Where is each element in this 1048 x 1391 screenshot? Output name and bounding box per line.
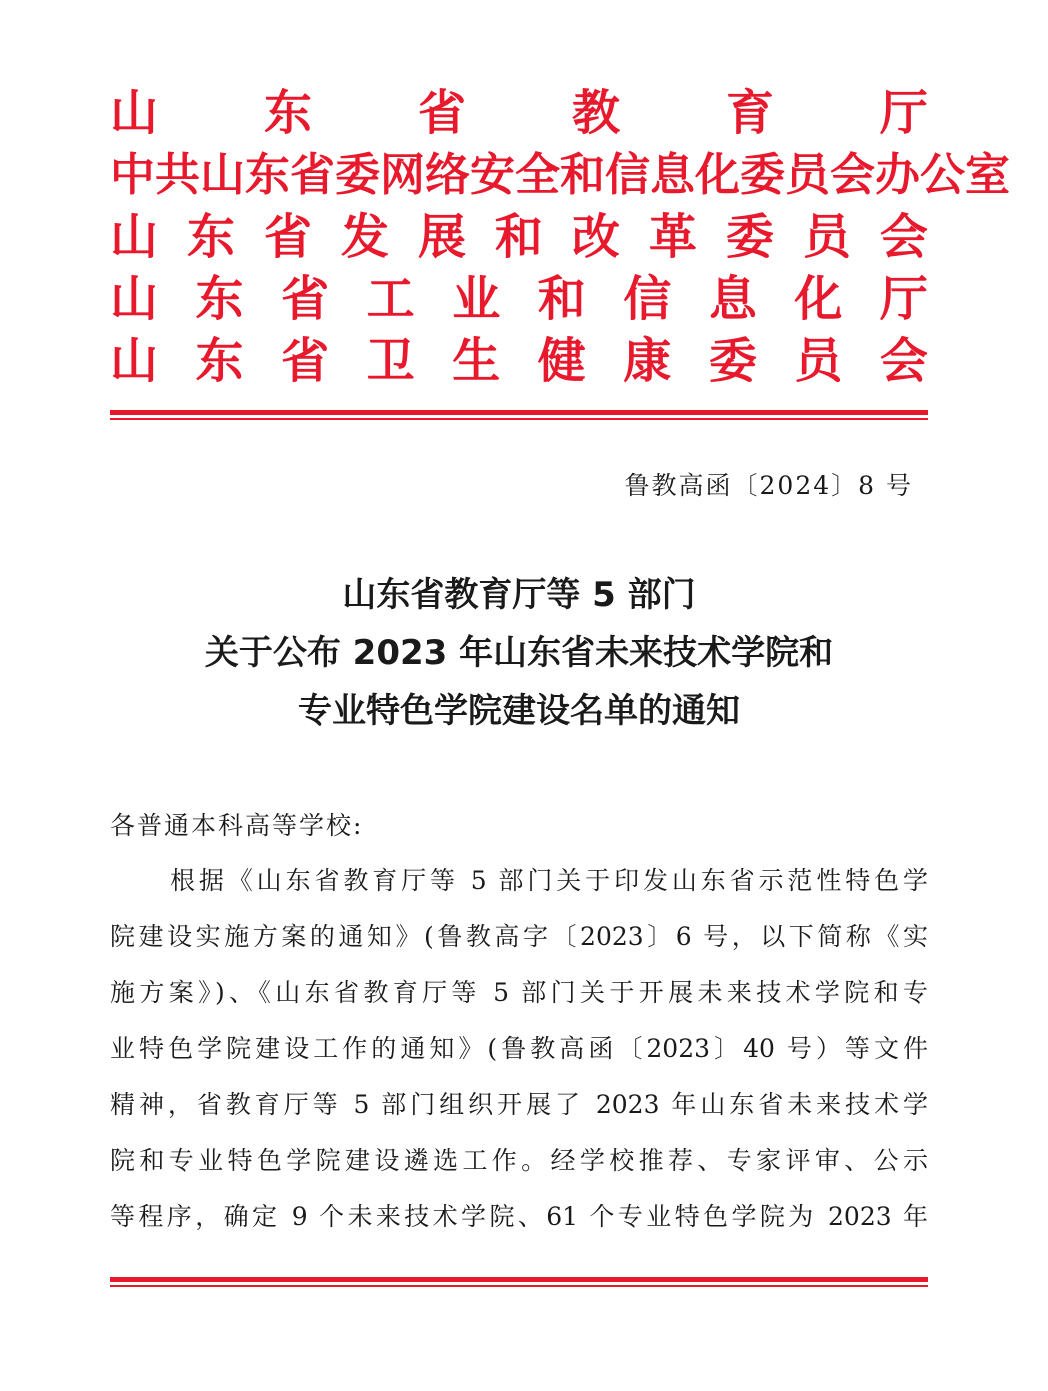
document-number: 鲁教高函〔2024〕8 号	[624, 471, 913, 500]
org-name-text: 教	[571, 85, 620, 141]
org-name-text: 生	[452, 333, 501, 389]
title-line: 专业特色学院建设名单的通知	[298, 691, 740, 731]
title-line: 关于公布 2023 年山东省未来技术学院和	[204, 633, 834, 673]
org-name-text: 康	[623, 333, 672, 389]
org-name-text: 山	[110, 333, 159, 389]
org-name-text: 会	[879, 209, 928, 265]
org-name-text: 厅	[879, 271, 928, 327]
body-paragraph	[110, 858, 928, 1250]
org-name-text: 厅	[879, 85, 928, 141]
red-rule-thin	[110, 1285, 928, 1287]
org-name-text: 卫	[366, 333, 415, 389]
org-name-text: 山	[110, 271, 159, 327]
title-line: 山东省教育厅等 5 部门	[342, 575, 696, 615]
org-name-text: 息	[708, 271, 757, 327]
org-name-text: 革	[648, 209, 697, 265]
org-name-text: 业	[452, 271, 501, 327]
org-name-text: 员	[802, 209, 851, 265]
org-name-text: 省	[281, 333, 330, 389]
org-name-text: 化	[794, 271, 843, 327]
org-name-text: 和	[537, 271, 586, 327]
body-line: 根据《山东省教育厅等 5 部门关于印发山东省示范性特色学	[170, 866, 928, 895]
body-line: 院建设实施方案的通知》(鲁教高字〔2023〕6 号，以下简称《实	[110, 922, 928, 951]
body-line: 业特色学院建设工作的通知》(鲁教高函〔2023〕40 号）等文件	[110, 1034, 928, 1063]
org-name-text: 发	[340, 209, 389, 265]
red-rule-thin	[110, 418, 928, 420]
org-name-text: 改	[571, 209, 620, 265]
document-title	[110, 566, 928, 740]
org-line-education-department	[110, 82, 928, 144]
org-name-text: 委	[725, 209, 774, 265]
org-line-cyberspace-office	[110, 144, 1011, 206]
body-line: 精神，省教育厅等 5 部门组织开展了 2023 年山东省未来技术学	[110, 1090, 928, 1119]
org-name-text: 员	[794, 333, 843, 389]
org-line-industry-it-department	[110, 268, 928, 330]
body-line: 施方案》)、《山东省教育厅等 5 部门关于开展未来技术学院和专	[110, 978, 928, 1007]
issuing-organizations-header	[110, 82, 1011, 392]
org-name-text: 工	[366, 271, 415, 327]
org-name-text: 育	[725, 85, 774, 141]
salutation: 各普通本科高等学校:	[110, 811, 364, 840]
org-line-development-reform-commission	[110, 206, 928, 268]
body-line: 等程序，确定 9 个未来技术学院、61 个专业特色学院为 2023 年	[110, 1202, 928, 1231]
org-name-text: 信	[623, 271, 672, 327]
org-name-text: 东	[186, 209, 235, 265]
org-name-text: 展	[417, 209, 466, 265]
org-name-text: 东	[195, 271, 244, 327]
org-line-health-commission	[110, 330, 928, 392]
org-name-text: 省	[263, 209, 312, 265]
org-name-text: 中共山东省委网络安全和信息化委员会办公室	[110, 148, 1011, 201]
org-name-text: 东	[263, 85, 312, 141]
org-name-text: 委	[708, 333, 757, 389]
org-name-text: 省	[417, 85, 466, 141]
org-name-text: 和	[494, 209, 543, 265]
org-name-text: 省	[281, 271, 330, 327]
org-name-text: 东	[195, 333, 244, 389]
header-red-rule	[110, 410, 928, 420]
org-name-text: 健	[537, 333, 586, 389]
body-line: 院和专业特色学院建设遴选工作。经学校推荐、专家评审、公示	[110, 1146, 928, 1175]
org-name-text: 山	[110, 85, 159, 141]
org-name-text: 会	[879, 333, 928, 389]
footer-red-rule	[110, 1277, 928, 1287]
org-name-text: 山	[110, 209, 159, 265]
